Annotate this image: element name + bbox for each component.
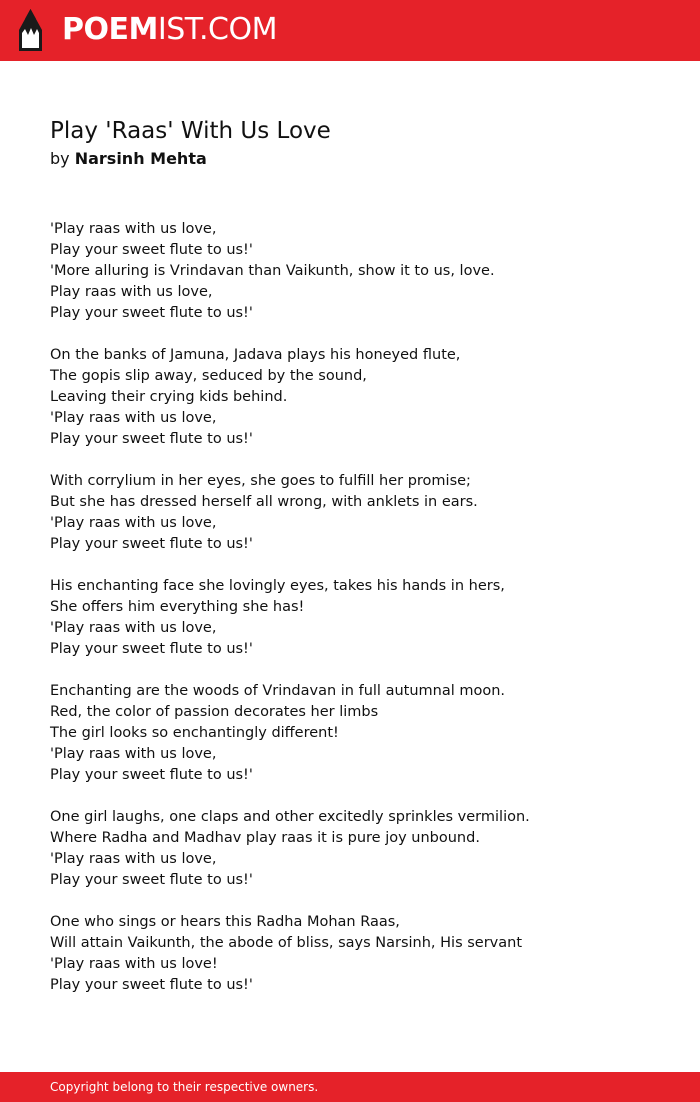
logo-text-light: IST.COM xyxy=(157,12,277,47)
poem-line: The gopis slip away, seduced by the sound, xyxy=(50,368,367,384)
author-name: Narsinh Mehta xyxy=(74,149,207,168)
stanza xyxy=(50,219,670,324)
poem-title: Play 'Raas' With Us Love xyxy=(50,118,331,144)
logo-text-bold: POEM xyxy=(62,12,158,47)
poem-line: On the banks of Jamuna, Jadava plays his honeyed flute, xyxy=(50,347,461,363)
stanza xyxy=(50,807,670,891)
poem-line: Red, the color of passion decorates her limbs xyxy=(50,704,379,720)
poem-line: 'Play raas with us love, xyxy=(50,620,217,636)
poem-line: Play your sweet flute to us!' xyxy=(50,641,253,657)
poem-line: 'Play raas with us love, xyxy=(50,851,217,867)
poem-line: Play your sweet flute to us!' xyxy=(50,767,253,783)
poem-line: 'Play raas with us love! xyxy=(50,956,218,972)
poem-line: Play your sweet flute to us!' xyxy=(50,977,253,993)
poem-line: Play your sweet flute to us!' xyxy=(50,536,253,552)
poem-line: Enchanting are the woods of Vrindavan in full autumnal moon. xyxy=(50,683,506,699)
copyright-text: Copyright belong to their respective owners. xyxy=(50,1080,319,1094)
poem-line: Play raas with us love, xyxy=(50,284,213,300)
poem-line: 'Play raas with us love, xyxy=(50,515,217,531)
poem-line: 'Play raas with us love, xyxy=(50,221,217,237)
poem-line: One who sings or hears this Radha Mohan Raas, xyxy=(50,914,400,930)
pencil-icon xyxy=(19,9,42,51)
poem-line: 'Play raas with us love, xyxy=(50,410,217,426)
poem-body xyxy=(50,219,670,1017)
poem-line: 'Play raas with us love, xyxy=(50,746,217,762)
poem-line: But she has dressed herself all wrong, with anklets in ears. xyxy=(50,494,478,510)
poem-line: Play your sweet flute to us!' xyxy=(50,305,253,321)
poem-line: Play your sweet flute to us!' xyxy=(50,242,253,258)
poem-line: Where Radha and Madhav play raas it is pure joy unbound. xyxy=(50,830,480,846)
poem-line: One girl laughs, one claps and other excitedly sprinkles vermilion. xyxy=(50,809,530,825)
site-logo[interactable] xyxy=(62,13,277,47)
stanza xyxy=(50,345,670,450)
stanza xyxy=(50,576,670,660)
site-header xyxy=(0,0,700,61)
stanza xyxy=(50,681,670,786)
stanza xyxy=(50,471,670,555)
site-footer xyxy=(0,1072,700,1102)
stanza xyxy=(50,912,670,996)
poem-line: With corrylium in her eyes, she goes to fulfill her promise; xyxy=(50,473,471,489)
poem-line: She offers him everything she has! xyxy=(50,599,305,615)
by-label: by xyxy=(50,149,70,168)
poem-line: Play your sweet flute to us!' xyxy=(50,431,253,447)
poem-line: 'More alluring is Vrindavan than Vaikunth, show it to us, love. xyxy=(50,263,495,279)
poem-line: Play your sweet flute to us!' xyxy=(50,872,253,888)
poem-line: The girl looks so enchantingly different! xyxy=(50,725,339,741)
byline xyxy=(50,148,207,169)
poem-line: His enchanting face she lovingly eyes, takes his hands in hers, xyxy=(50,578,505,594)
poem-line: Will attain Vaikunth, the abode of bliss, says Narsinh, His servant xyxy=(50,935,523,951)
poem-line: Leaving their crying kids behind. xyxy=(50,389,288,405)
